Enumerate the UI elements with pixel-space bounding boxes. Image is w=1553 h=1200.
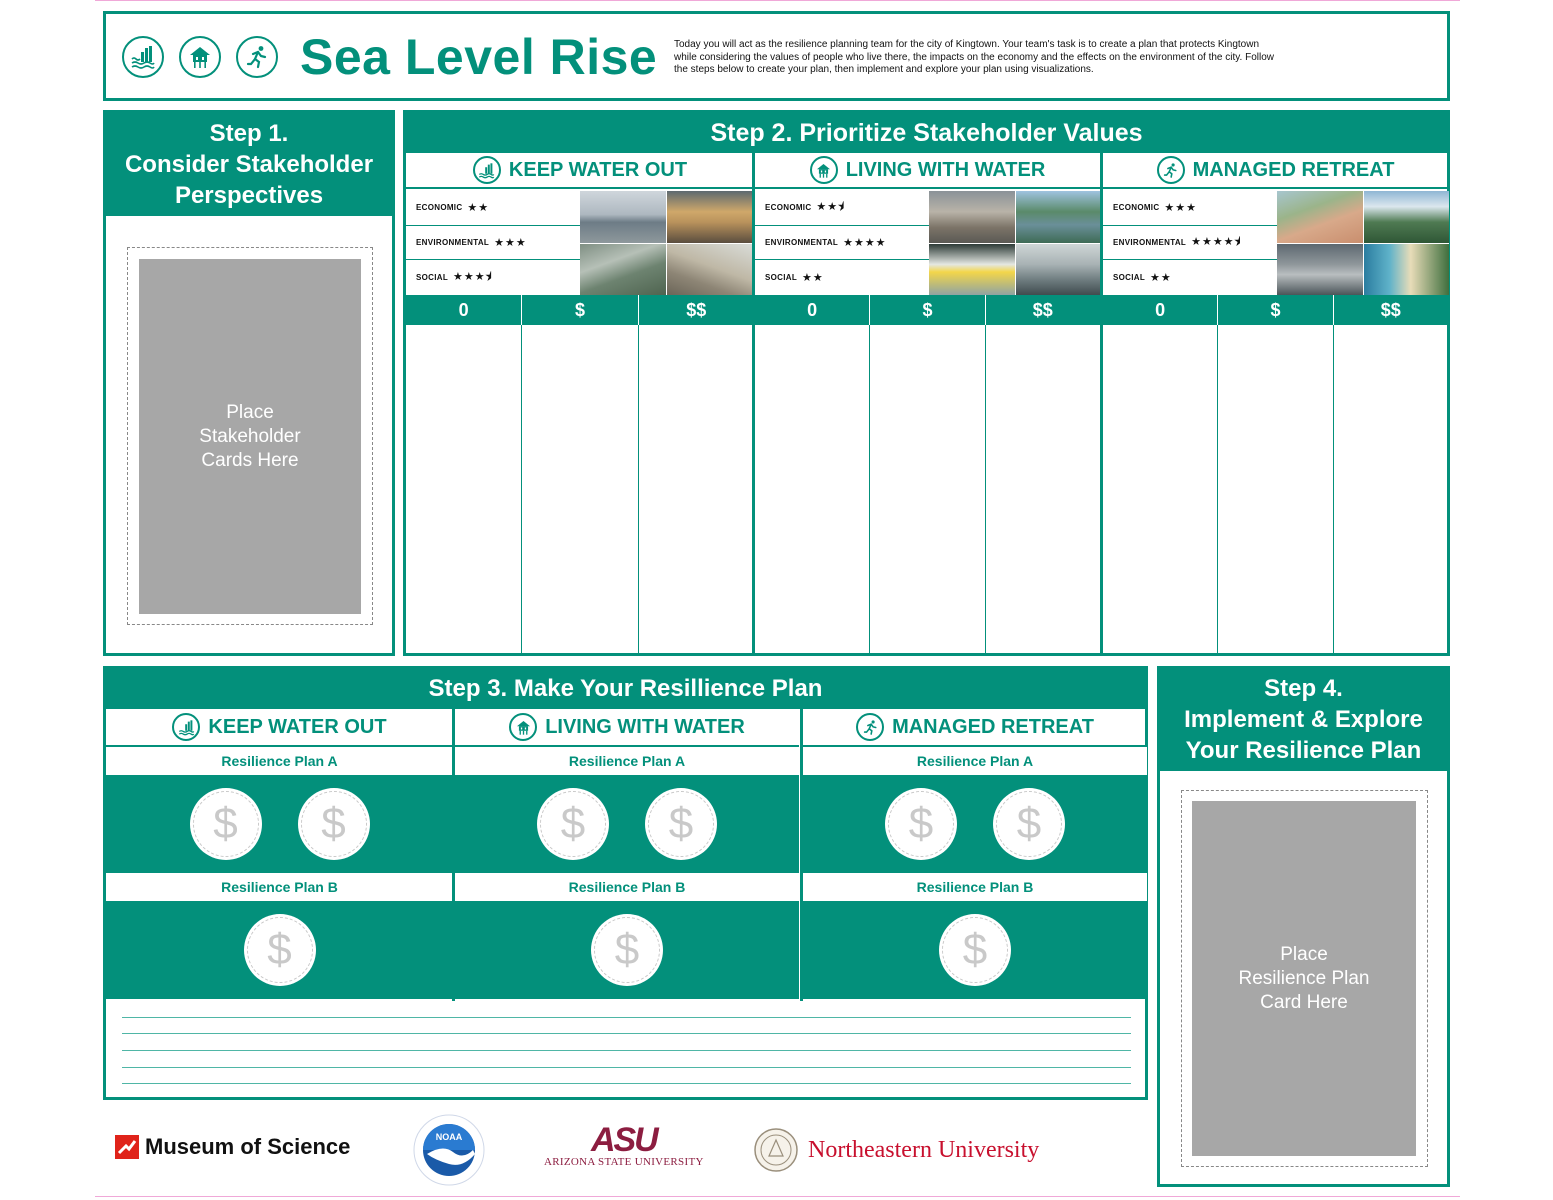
strategy-title	[1103, 153, 1448, 189]
asu-logo	[544, 1121, 704, 1168]
cost-low: $	[1217, 295, 1332, 325]
rating-stars: ★★	[467, 202, 490, 215]
photo-industrial-aerial	[1277, 244, 1363, 296]
coin-slot[interactable]: $	[885, 788, 957, 860]
running-person-icon	[1157, 156, 1185, 184]
coin-slot[interactable]: $	[244, 914, 316, 986]
page-title: Sea Level Rise	[300, 29, 658, 85]
rating-label: ENVIRONMENTAL	[1113, 237, 1187, 247]
noaa-logo-text: NOAA	[435, 1132, 463, 1142]
rating-economic	[1103, 191, 1277, 226]
water-wall-icon	[122, 36, 164, 78]
running-person-icon	[856, 713, 884, 741]
plan-a-area	[106, 775, 453, 873]
ratings-list	[1103, 191, 1277, 295]
rating-economic	[406, 191, 580, 226]
coin-slot[interactable]: $	[939, 914, 1011, 986]
cost-header	[406, 295, 754, 325]
rating-environmental	[755, 226, 929, 261]
plan-b-area	[106, 901, 453, 999]
note-line	[122, 1017, 1131, 1018]
northeastern-logo	[754, 1128, 1039, 1172]
note-line	[122, 1067, 1131, 1068]
rating-social	[755, 260, 929, 295]
value-lanes	[755, 325, 1100, 656]
strategy-photos	[580, 191, 752, 295]
mos-logo-text: Museum of Science	[145, 1134, 351, 1159]
lane-high[interactable]	[638, 325, 754, 656]
rating-label: ECONOMIC	[416, 203, 463, 213]
photo-marsh	[580, 244, 666, 296]
step3-title: Step 3. Make Your Resillience Plan	[106, 669, 1145, 709]
note-line	[122, 1083, 1131, 1084]
northeastern-seal-icon	[754, 1128, 798, 1172]
notes-lines[interactable]	[106, 1003, 1145, 1097]
rating-stars: ★★	[802, 271, 824, 284]
photo-storm-barrier	[580, 191, 666, 243]
stakeholder-card-text1: Place	[226, 401, 274, 423]
strategy-keep-water-out	[406, 153, 754, 653]
photo-coastal-cliff	[1277, 191, 1363, 243]
plan-b-area	[455, 901, 799, 999]
photo-canal	[1016, 244, 1102, 296]
cost-zero: 0	[807, 299, 818, 320]
step4-title-line1: Step 4.	[1264, 675, 1343, 702]
step2-panel	[403, 110, 1450, 656]
plan-b-area	[803, 901, 1147, 999]
strategy-managed-retreat	[1100, 153, 1448, 653]
rating-economic	[755, 191, 929, 226]
coin-slot[interactable]: $	[645, 788, 717, 860]
cost-header	[755, 295, 1100, 325]
cost-high: $$	[638, 295, 754, 325]
ratings-list	[755, 191, 929, 295]
plan-card-placeholder[interactable]	[1192, 801, 1416, 1156]
lane-low[interactable]	[869, 325, 984, 656]
step4-title	[1160, 669, 1447, 771]
plan-a-label: Resilience Plan A	[803, 747, 1147, 775]
step2-title: Step 2. Prioritize Stakeholder Values	[406, 113, 1447, 153]
lane-high[interactable]	[1333, 325, 1448, 656]
rating-stars: ★★★	[494, 236, 527, 249]
plan-column-name: MANAGED RETREAT	[892, 715, 1094, 738]
plan-a-area	[455, 775, 799, 873]
plan-card-text3: Card Here	[1260, 991, 1348, 1013]
lane-zero[interactable]	[755, 325, 869, 656]
strategy-name: KEEP WATER OUT	[508, 158, 688, 181]
strategy-living-with-water	[752, 153, 1100, 653]
house-on-stilts-icon	[810, 156, 838, 184]
photo-construction-shore	[667, 191, 753, 243]
step1-panel	[103, 110, 395, 656]
cost-high: $$	[985, 295, 1100, 325]
plan-a-label: Resilience Plan A	[106, 747, 453, 775]
rating-label: ENVIRONMENTAL	[416, 237, 490, 247]
plan-a-label: Resilience Plan A	[455, 747, 799, 775]
plan-card-text1: Place	[1280, 943, 1328, 965]
coin-slot[interactable]: $	[591, 914, 663, 986]
cost-zero: 0	[1155, 299, 1166, 320]
plan-b-label: Resilience Plan B	[106, 873, 453, 901]
strategy-title	[755, 153, 1100, 189]
rating-label: ECONOMIC	[765, 203, 812, 213]
stakeholder-card-placeholder[interactable]	[139, 259, 361, 614]
rating-label: SOCIAL	[1113, 272, 1146, 282]
photo-boardwalk	[1364, 191, 1450, 243]
water-wall-icon	[172, 713, 200, 741]
stakeholder-card-text3: Cards Here	[201, 449, 299, 471]
plan-column-title	[803, 709, 1147, 747]
coin-slot[interactable]: $	[537, 788, 609, 860]
plan-column-title	[455, 709, 799, 747]
rating-social	[406, 260, 580, 295]
plan-column-living-with-water	[452, 709, 799, 1001]
rating-stars: ★★⯨	[816, 201, 845, 214]
step1-title-line1: Step 1.	[209, 120, 289, 147]
rating-environmental	[1103, 226, 1277, 261]
coin-slot[interactable]: $	[993, 788, 1065, 860]
museum-of-science-logo	[115, 1134, 350, 1160]
step4-title-line2: Implement & Explore	[1184, 706, 1423, 733]
rating-environmental	[406, 226, 580, 261]
cost-header	[1103, 295, 1448, 325]
rating-social	[1103, 260, 1277, 295]
step4-panel	[1157, 666, 1450, 1187]
photo-beach-aerial	[1364, 244, 1450, 296]
lane-high[interactable]	[985, 325, 1100, 656]
note-line	[122, 1050, 1131, 1051]
running-person-icon	[236, 36, 278, 78]
strategy-name: MANAGED RETREAT	[1192, 158, 1395, 181]
guide-line-bottom	[95, 1196, 1460, 1197]
strategy-title	[406, 153, 754, 189]
water-wall-icon	[473, 156, 501, 184]
page-description: Today you will act as the resilience planning team for the city of Kingtown. Your team's task is to create a plan that protects Kingtown while considering the values of people who live there, the impacts on the economy and the effects on the environment of the city. Follow the steps below to create your plan, then implement and explore your plan using visualizations.	[674, 39, 1274, 75]
rating-label: SOCIAL	[765, 272, 798, 282]
rating-stars: ★★★	[1164, 202, 1197, 215]
step3-panel	[103, 666, 1148, 1100]
rating-stars: ★★	[1150, 271, 1172, 284]
stakeholder-card-text2: Stakeholder	[199, 425, 301, 447]
photo-floodgate	[929, 244, 1015, 296]
mos-mark-icon	[115, 1135, 139, 1159]
strategy-name: LIVING WITH WATER	[845, 158, 1046, 181]
coin-slot[interactable]: $	[298, 788, 370, 860]
plan-column-managed-retreat	[800, 709, 1147, 1001]
plan-column-keep-water-out	[106, 709, 453, 1001]
plan-b-label: Resilience Plan B	[455, 873, 799, 901]
asu-logo-text: ARIZONA STATE UNIVERSITY	[544, 1156, 704, 1168]
rating-label: ECONOMIC	[1113, 203, 1160, 213]
house-on-stilts-icon	[509, 713, 537, 741]
rating-stars: ★★★★⯨	[1191, 235, 1242, 248]
rating-label: ENVIRONMENTAL	[765, 237, 839, 247]
lane-low[interactable]	[1217, 325, 1332, 656]
coin-slot[interactable]: $	[190, 788, 262, 860]
plan-column-title	[106, 709, 453, 747]
rating-label: SOCIAL	[416, 272, 449, 282]
header-banner	[103, 11, 1450, 101]
value-lanes	[1103, 325, 1448, 656]
guide-line-top	[95, 0, 1460, 1]
cost-low: $	[521, 295, 637, 325]
photo-city-aerial	[929, 191, 1015, 243]
photo-dam	[1016, 191, 1102, 243]
cost-zero: 0	[458, 299, 469, 320]
lane-zero[interactable]	[406, 325, 521, 656]
asu-logo-mark: ASU	[590, 1121, 657, 1159]
house-on-stilts-icon	[179, 36, 221, 78]
plan-b-label: Resilience Plan B	[803, 873, 1147, 901]
northeastern-logo-text: Northeastern University	[808, 1136, 1040, 1163]
step1-title-line2: Consider Stakeholder	[124, 151, 374, 178]
strategy-photos	[929, 191, 1101, 295]
value-lanes	[406, 325, 754, 656]
cost-high: $$	[1333, 295, 1448, 325]
step1-title	[106, 113, 392, 216]
plan-column-name: LIVING WITH WATER	[545, 715, 745, 738]
strategy-photos	[1277, 191, 1449, 295]
noaa-logo	[413, 1114, 485, 1191]
ratings-list	[406, 191, 580, 295]
plan-column-name: KEEP WATER OUT	[208, 715, 387, 738]
rating-stars: ★★★⯨	[453, 270, 493, 283]
plan-card-text2: Resilience Plan	[1238, 967, 1370, 989]
cost-low: $	[869, 295, 984, 325]
lane-zero[interactable]	[1103, 325, 1217, 656]
photo-beach-dune	[667, 244, 753, 296]
plan-a-area	[803, 775, 1147, 873]
lane-low[interactable]	[521, 325, 637, 656]
rating-stars: ★★★★	[843, 236, 887, 249]
step4-title-line3: Your Resilience Plan	[1185, 737, 1422, 764]
step1-title-line3: Perspectives	[174, 182, 324, 209]
note-line	[122, 1033, 1131, 1034]
